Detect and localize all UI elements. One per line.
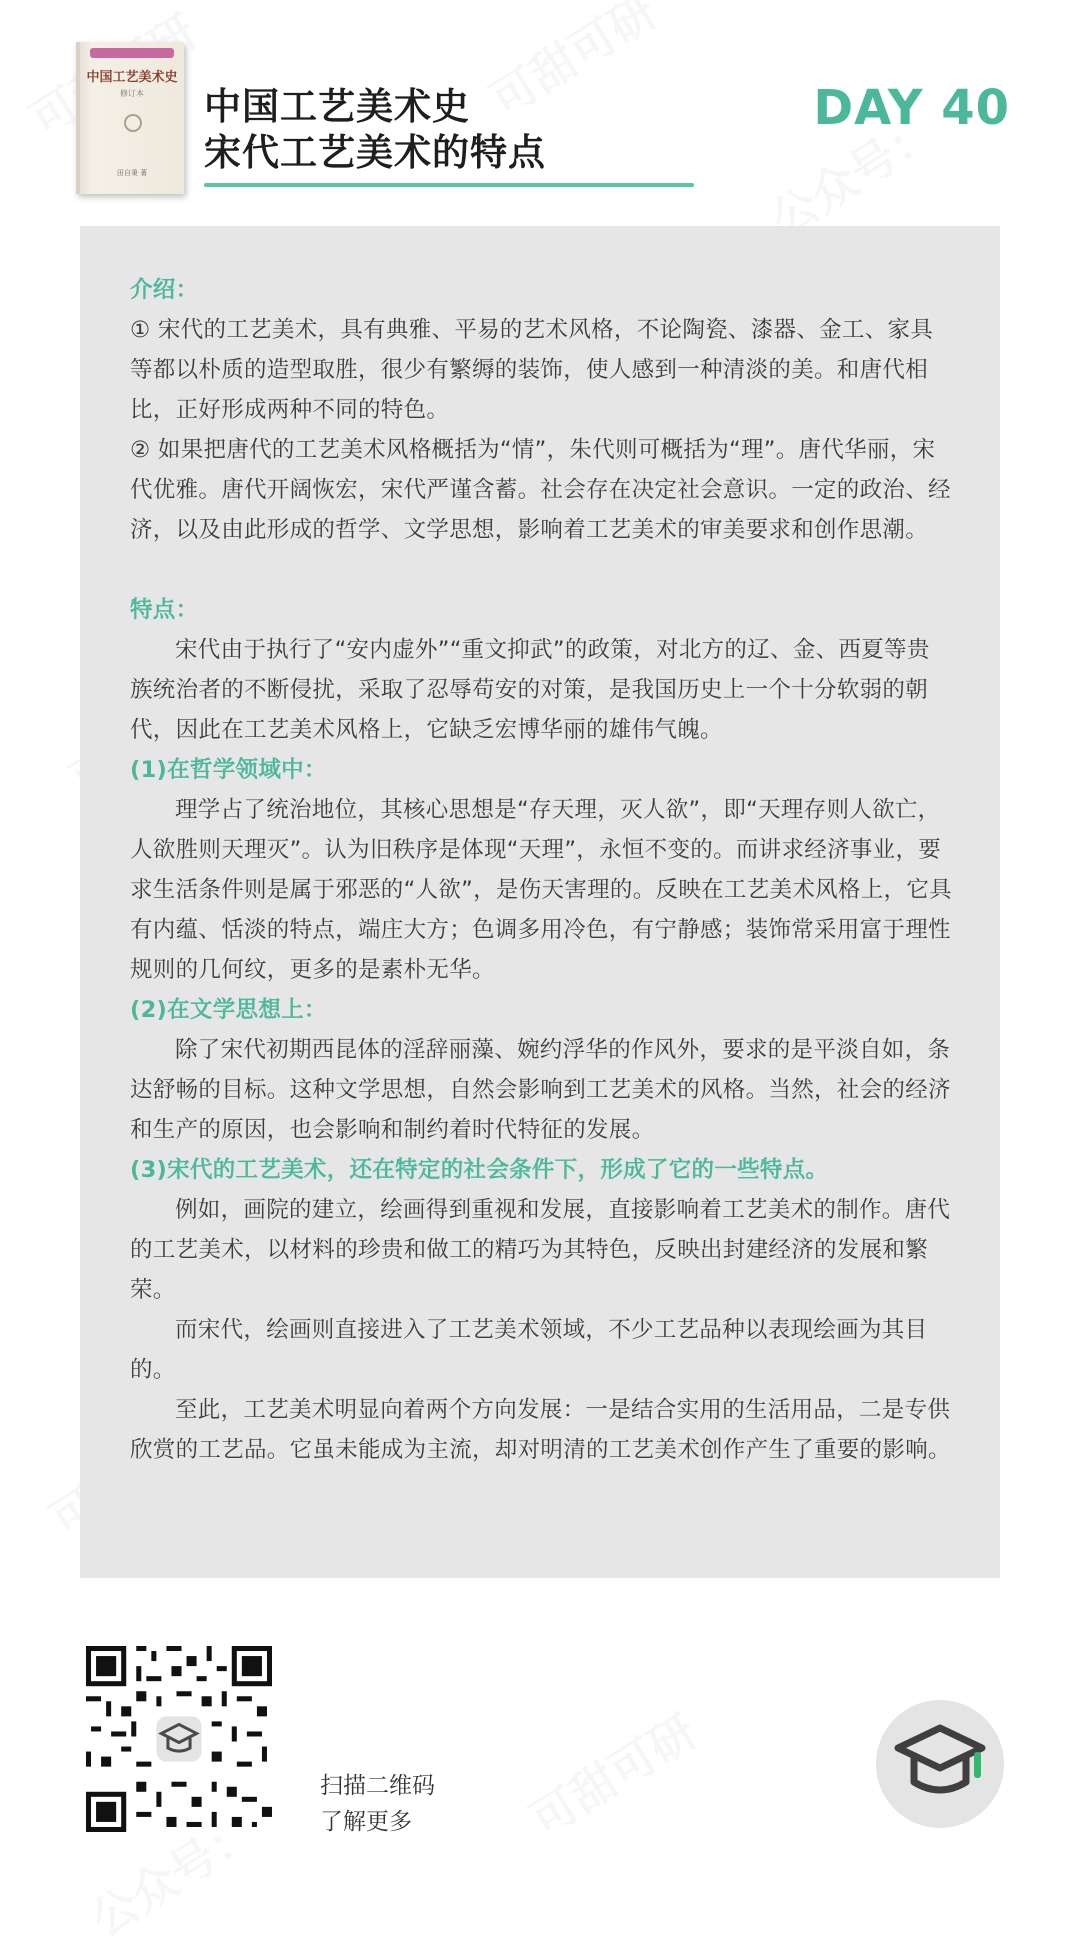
feature-heading: 特点：	[130, 597, 199, 623]
spacer	[130, 550, 952, 590]
qr-code[interactable]	[86, 1646, 272, 1832]
section-3-paragraph-3: 至此，工艺美术明显向着两个方向发展：一是结合实用的生活用品，二是专供欣赏的工艺品。它虽未能成为主流，却对明清的工艺美术创作产生了重要的影响。	[130, 1397, 951, 1463]
section-1-paragraph: 理学占了统治地位，其核心思想是“存天理，灭人欲”，即“天理存则人欲亡，人欲胜则天理灭”。认为旧秩序是体现“天理”，永恒不变的。而讲求经济事业，要求生活条件则是属于邪恶的“人欲”，是伤天害理的。反映在工艺美术风格上，它具有内蕴、恬淡的特点，端庄大方；色调多用冷色，有宁静感；装饰常采用富于理性规则的几何纹，更多的是素朴无华。	[130, 797, 952, 983]
feature-paragraph: 宋代由于执行了“安内虚外”“重文抑武”的政策，对北方的辽、金、西夏等贵族统治者的不断侵扰，采取了忍辱苟安的对策，是我国历史上一个十分软弱的朝代，因此在工艺美术风格上，它缺乏宏博华丽的雄伟气魄。	[130, 637, 930, 743]
section-1-heading: (1)在哲学领域中：	[130, 757, 327, 783]
scan-caption-line1: 扫描二维码	[320, 1773, 435, 1799]
day-badge: DAY 40	[813, 80, 1010, 136]
book-cover-image	[76, 42, 184, 194]
section-3-paragraph-1: 例如，画院的建立，绘画得到重视和发展，直接影响着工艺美术的制作。唐代的工艺美术，以材料的珍贵和做工的精巧为其特色，反映出封建经济的发展和繁荣。	[130, 1197, 951, 1303]
section-2-paragraph: 除了宋代初期西昆体的淫辞丽藻、婉约浮华的作风外，要求的是平淡自如，条达舒畅的目标。这种文学思想，自然会影响到工艺美术的风格。当然，社会的经济和生产的原因，也会影响和制约着时代特征的发展。	[130, 1037, 951, 1143]
intro-heading: 介绍：	[130, 277, 199, 303]
page-title-line2: 宋代工艺美术的特点	[204, 131, 546, 174]
book-cover-emblem-icon	[124, 114, 142, 132]
book-cover-title: 中国工艺美术史	[86, 70, 178, 85]
book-cover-author: 田自秉 著	[116, 169, 148, 177]
graduation-cap-icon	[876, 1700, 1004, 1828]
title-underline	[204, 183, 694, 187]
book-cover-band	[90, 48, 174, 58]
book-cover-subtitle: 修订本	[120, 89, 144, 98]
section-3-paragraph-2: 而宋代，绘画则直接进入了工艺美术领域，不少工艺品种以表现绘画为其目的。	[130, 1317, 928, 1383]
content-card	[80, 226, 1000, 1578]
section-2-heading: (2)在文学思想上：	[130, 997, 327, 1023]
watermark	[516, 1696, 707, 1849]
section-3-heading: (3)宋代的工艺美术，还在特定的社会条件下，形成了它的一些特点。	[130, 1157, 829, 1183]
watermark	[476, 0, 667, 130]
intro-paragraph-1: ① 宋代的工艺美术，具有典雅、平易的艺术风格，不论陶瓷、漆器、金工、家具等都以朴质的造型取胜，很少有繁缛的装饰，使人感到一种清淡的美。和唐代相比，正好形成两种不同的特色。	[130, 317, 934, 423]
page-title-line1: 中国工艺美术史	[204, 85, 470, 128]
scan-caption-line2: 了解更多	[320, 1809, 412, 1835]
article-body	[130, 270, 952, 1470]
intro-paragraph-2: ② 如果把唐代的工艺美术风格概括为“情”，朱代则可概括为“理”。唐代华丽，宋代优雅。唐代开阔恢宏，宋代严谨含蓄。社会存在决定社会意识。一定的政治、经济，以及由此形成的哲学、文学思想，影响着工艺美术的审美要求和创作思潮。	[130, 437, 951, 543]
scan-caption	[320, 1768, 435, 1840]
logo-badge	[876, 1700, 1004, 1828]
